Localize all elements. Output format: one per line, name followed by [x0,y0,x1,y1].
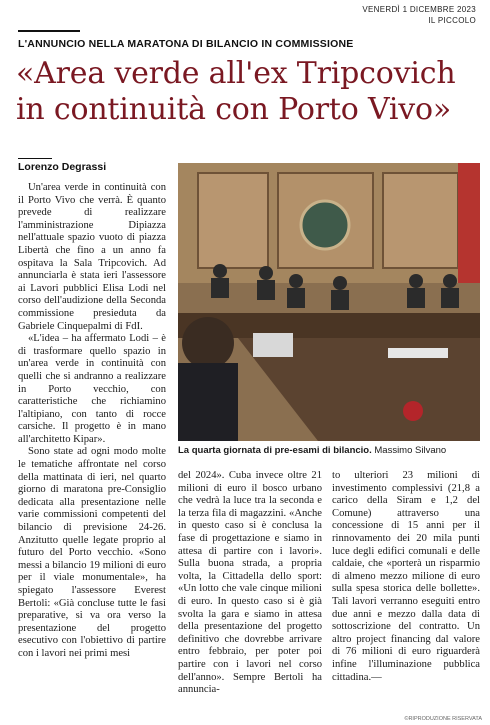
article-column-2 [178,470,322,697]
paragraph: Sono state ad ogni modo molte le tematiche affrontate nel corso della mattinata di ieri, nel quarto giorno di maratona pre-Consiglio dedicata alla presentazione nelle varie commissioni competenti del bilancio di previsione 24-26. Anzitutto quelle legate proprio al futuro del Porto vecchio. «Sono messi a bilancio 19 milioni di euro per il viale monumentale», ha spiegato l'assessore Everest Bertoli: «Già concluse tutte le fasi preparative, si va ora verso la presentazione del progetto esecutivo con l'obiettivo di partire con i lavori nei primi mesi [18,446,166,659]
meeting-photo [178,163,480,441]
article-column-1 [18,182,166,661]
paragraph: to ulteriori 23 milioni di investimento complessivi (21,8 a carico della Siram e 1,2 del Comune) attraverso una concessione di 15 anni per il rinnovamento dei 20 mila punti luce degli edifici comunali e delle caldaie, che «porterà un risparmio di almeno mezzo milione di euro sulla spesa storica delle bollette». Tali lavori verranno eseguiti entro due anni e mezzo dalla data di sottoscrizione del contratto. Un altro project financing dal valore di 76 milioni di euro riguarderà infine l'illuminazione pubblica cittadina.— [332,470,480,683]
headline [16,56,486,128]
photo-credit: Massimo Silvano [374,445,447,456]
paragraph: «L'idea – ha affermato Lodi – è di trasformare quello spazio in un'area verde in continuità con quelli che si andranno a realizzare in Porto vecchio, con caratteristiche che richiamino l'altipiano, con tanto di rocce carsiche. Il progetto è in mano all'architetto Kipar». [18,333,166,445]
headline-line-2: in continuità con Porto Vivo» [16,92,452,127]
author: Lorenzo Degrassi [18,161,107,173]
page-header [362,4,476,26]
kicker: L'ANNUNCIO NELLA MARATONA DI BILANCIO IN COMMISSIONE [18,38,354,50]
author-rule [18,158,52,159]
article-column-3 [332,470,480,684]
paragraph: Un'area verde in continuità con il Porto Vivo che verrà. È quanto prevede di realizzare l'amministrazione Dipiazza nell'attuale spazio vuoto di piazza Libertà che fino a un anno fa ospitava la Sala Tripcovich. Ad annunciarla è stata ieri l'assessore ai Lavori pubblici Elisa Lodi nel corso dell'audizione della Seconda commissione presieduta da Gabriele Cinquepalmi di FdI. [18,182,166,332]
photo-illustration [178,163,480,441]
photo-caption [178,445,480,457]
header-paper: IL PICCOLO [428,16,476,25]
paragraph: del 2024». Cuba invece oltre 21 milioni di euro il bosco urbano che vedrà la luce tra la seconda e la terza fila di magazzini. «Anche in questo caso si è conclusa la fase di progettazione e siamo in attesa di partire con i lavori». Sulla buona strada, a propria volta, la Cittadella dello sport: «Un lotto che vale cinque milioni di euro. In questo caso si è già svolta la gara e siamo in attesa della presentazione del progetto definitivo che dovrebbe arrivare entro febbraio, per poter poi partire con i lavori nel corso dell'anno». Sempre Bertoli ha annuncia- [178,470,322,696]
header-date: VENERDÌ 1 DICEMBRE 2023 [362,5,476,14]
caption-text: La quarta giornata di pre-esami di bilancio. [178,445,372,456]
copyright-footer: ©RIPRODUZIONE RISERVATA [404,716,482,722]
headline-line-1: «Area verde all'ex Tripcovich [16,56,456,91]
kicker-rule [18,30,80,32]
